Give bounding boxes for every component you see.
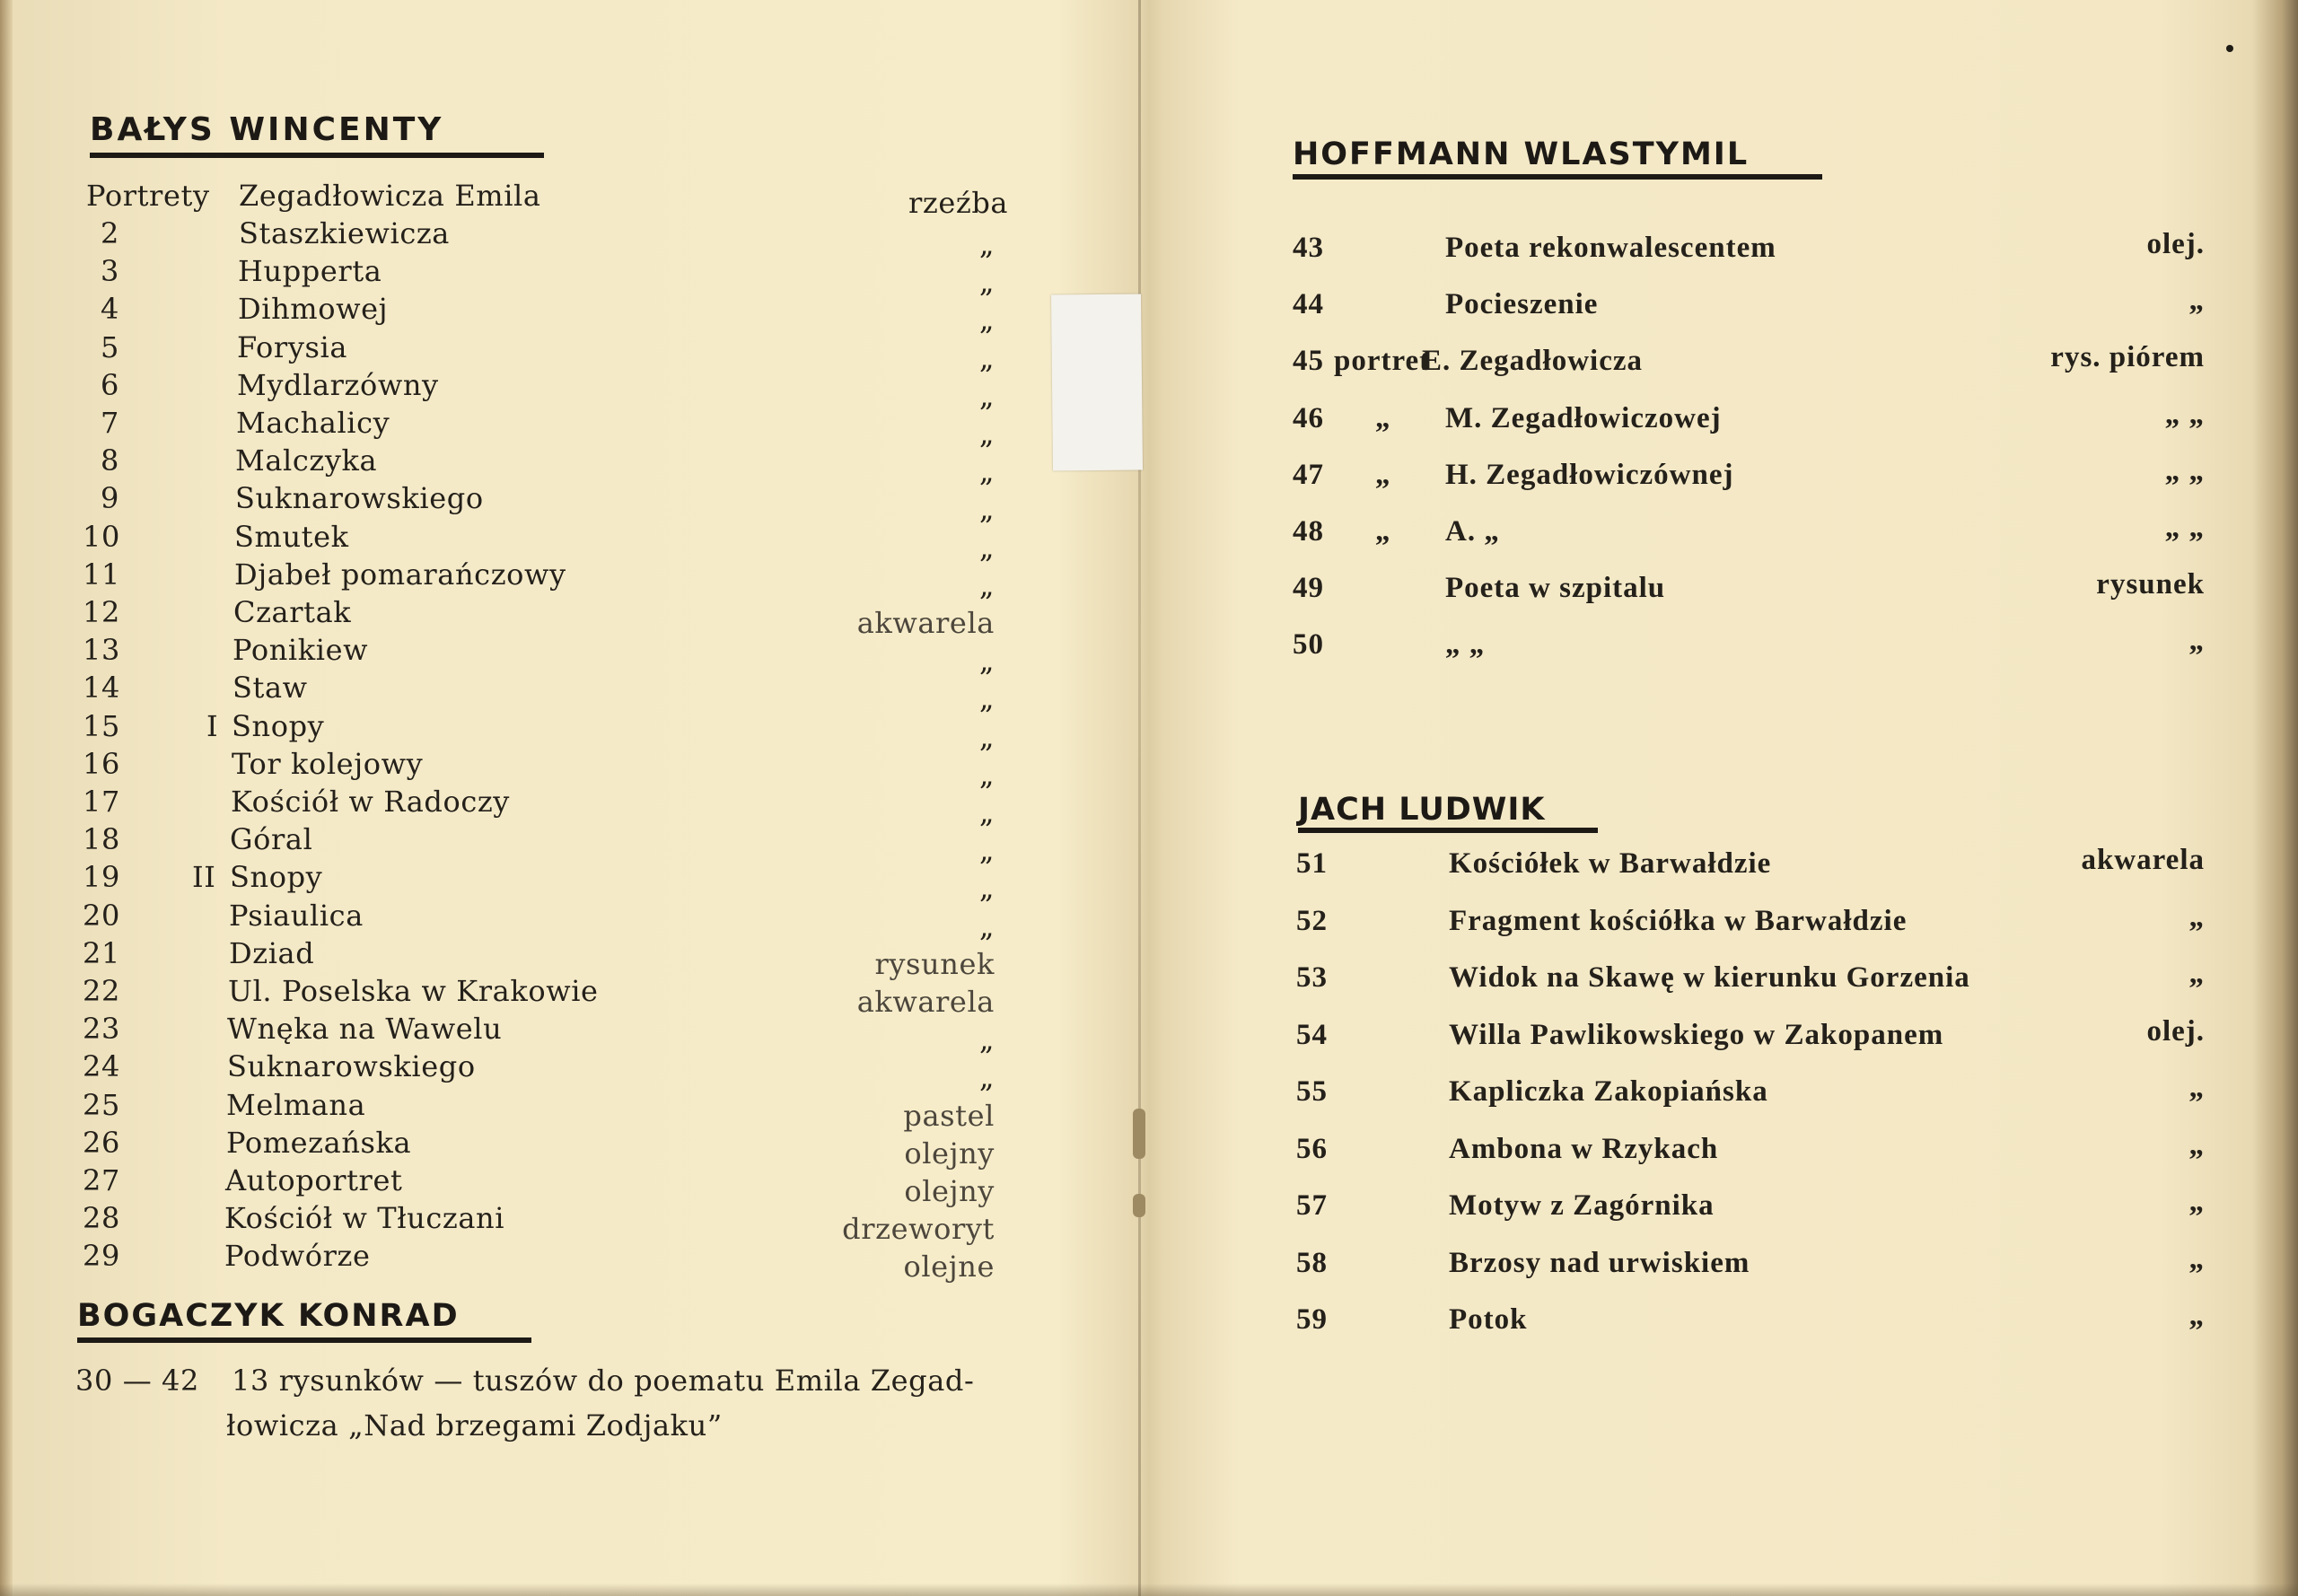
row-medium: „	[978, 758, 995, 792]
row-number: Portrety	[86, 179, 210, 213]
row-title: Ponikiew	[232, 633, 369, 667]
row-title: Staszkiewicza	[239, 216, 450, 250]
artist-name: JACH LUDWIK	[1298, 792, 1546, 828]
row-title: Podwórze	[224, 1239, 371, 1273]
row-title: Pocieszenie	[1445, 288, 1599, 320]
row-medium: akwarela	[856, 606, 995, 640]
row-number: 59	[1296, 1303, 1328, 1336]
row-medium: akwarela	[856, 985, 995, 1019]
row-title: Snopy	[230, 860, 323, 894]
row-medium: pastel	[903, 1099, 995, 1133]
row-title: Widok na Skawę w kierunku Gorzenia	[1449, 961, 1970, 994]
row-medium: „	[2188, 901, 2205, 934]
row-medium: „	[978, 795, 995, 829]
row-medium: „	[978, 720, 995, 754]
row-title: Melmana	[226, 1088, 366, 1122]
row-title: Mydlarzówny	[237, 368, 439, 402]
row-medium: olejny	[904, 1136, 995, 1171]
row-prefix: II	[192, 860, 216, 894]
row-number: 25	[83, 1088, 120, 1122]
row-medium: olejne	[903, 1250, 995, 1284]
ink-dot	[2226, 45, 2233, 52]
row-number: 22	[83, 974, 120, 1008]
row-number: 20	[83, 899, 120, 933]
row-number: 13	[83, 633, 120, 667]
row-number: 26	[83, 1126, 120, 1160]
row-medium: „	[978, 871, 995, 905]
row-prefix: „	[1375, 515, 1391, 548]
row-number: 49	[1293, 572, 1324, 604]
row-title: Kościół w Tłuczani	[224, 1201, 505, 1235]
row-title: Poeta rekonwalescentem	[1445, 232, 1776, 264]
row-medium: „	[978, 531, 995, 565]
row-medium: „	[2188, 625, 2205, 657]
row-medium: „	[2188, 1186, 2205, 1218]
row-medium: „ „	[2164, 512, 2205, 544]
row-prefix: „	[1375, 459, 1391, 491]
row-prefix: portret	[1334, 345, 1431, 377]
row-prefix: „	[1375, 402, 1391, 434]
row-title: Tor kolejowy	[232, 747, 424, 781]
binding-staple	[1133, 1109, 1145, 1159]
row-medium: „	[2188, 285, 2205, 317]
row-number: 3	[101, 254, 119, 288]
row-medium: olej.	[2146, 228, 2205, 260]
row-title: Suknarowskiego	[227, 1049, 476, 1083]
row-title: Potok	[1449, 1303, 1528, 1336]
row-number: 47	[1293, 459, 1324, 491]
row-number: 24	[83, 1049, 120, 1083]
row-number: 17	[83, 785, 120, 819]
row-title: Kościół w Radoczy	[231, 785, 510, 819]
paper-tape	[1051, 294, 1143, 470]
row-number: 46	[1293, 402, 1324, 434]
row-number: 6	[101, 368, 119, 402]
row-number: 28	[83, 1201, 120, 1235]
row-title: Ul. Poselska w Krakowie	[228, 974, 599, 1008]
row-title: Staw	[232, 671, 308, 705]
row-title: Poeta w szpitalu	[1445, 572, 1666, 604]
row-title: Willa Pawlikowskiego w Zakopanem	[1449, 1019, 1944, 1051]
row-number: 56	[1296, 1133, 1328, 1165]
row-title: A. „	[1445, 515, 1500, 548]
row-title: Pomezańska	[226, 1126, 412, 1160]
row-title: Ambona w Rzykach	[1449, 1133, 1719, 1165]
row-number: 10	[83, 520, 120, 554]
row-number: 12	[83, 595, 120, 629]
row-medium: „	[2188, 1243, 2205, 1276]
row-number: 29	[83, 1239, 120, 1273]
row-medium: rysunek	[2096, 568, 2205, 601]
row-medium: rysunek	[874, 947, 995, 981]
artist-heading	[1298, 792, 1546, 828]
heading-underline	[1298, 828, 1598, 833]
row-medium: „	[978, 492, 995, 526]
row-title: Smutek	[234, 520, 349, 554]
row-medium: „	[978, 341, 995, 375]
row-medium: rzeźba	[908, 186, 1009, 220]
row-number: 21	[83, 936, 120, 970]
artist-name: BOGACZYK KONRAD	[77, 1298, 460, 1334]
row-title: Motyw z Zagórnika	[1449, 1189, 1715, 1222]
row-title: 13 rysunków — tuszów do poematu Emila Zegad-	[232, 1364, 975, 1398]
row-number: 18	[83, 822, 120, 856]
artist-name: BAŁYS WINCENTY	[90, 111, 444, 148]
row-title: Autoportret	[225, 1163, 403, 1197]
row-medium: „	[2188, 1129, 2205, 1162]
row-title: Malczyka	[235, 443, 378, 478]
row-title: H. Zegadłowiczównej	[1445, 459, 1734, 491]
row-number: 54	[1296, 1019, 1328, 1051]
row-number: 15	[83, 709, 120, 743]
row-title: Kościółek w Barwałdzie	[1449, 847, 1772, 880]
artist-name: HOFFMANN WLASTYMIL	[1293, 136, 1750, 172]
row-title: Djabeł pomarańczowy	[234, 557, 566, 592]
row-title: Góral	[230, 822, 313, 856]
row-title: Machalicy	[236, 406, 390, 440]
row-medium: „	[978, 644, 995, 678]
row-medium: olej.	[2146, 1015, 2205, 1048]
row-number: 23	[83, 1012, 120, 1046]
row-medium: „	[2188, 1072, 2205, 1104]
row-medium: „	[2188, 1300, 2205, 1332]
row-medium: „	[978, 303, 995, 337]
row-number: 19	[83, 860, 120, 894]
row-number: 45	[1293, 345, 1324, 377]
row-medium: „	[978, 417, 995, 451]
row-medium: „	[978, 1060, 995, 1094]
row-number: 53	[1296, 961, 1328, 994]
row-title: M. Zegadłowiczowej	[1445, 402, 1722, 434]
row-title: Fragment kościółka w Barwałdzie	[1449, 905, 1908, 937]
row-title: Hupperta	[238, 254, 382, 288]
row-number: 44	[1293, 288, 1324, 320]
row-number: 57	[1296, 1189, 1328, 1222]
row-number: 2	[101, 216, 119, 250]
row-number: 30 — 42	[75, 1364, 199, 1398]
row-title: Snopy	[232, 709, 325, 743]
row-number: 51	[1296, 847, 1328, 880]
row-title: Wnęka na Wawelu	[227, 1012, 503, 1046]
row-medium: „	[978, 681, 995, 715]
heading-underline	[77, 1337, 531, 1343]
artist-heading	[77, 1298, 460, 1334]
row-medium: „	[2188, 958, 2205, 990]
row-number: 11	[83, 557, 120, 592]
row-number: 7	[101, 406, 119, 440]
row-number: 52	[1296, 905, 1328, 937]
row-number: 48	[1293, 515, 1324, 548]
heading-underline	[90, 153, 544, 158]
row-title: Dihmowej	[238, 292, 389, 326]
row-title: Psiaulica	[229, 899, 364, 933]
row-title: Brzosy nad urwiskiem	[1449, 1247, 1750, 1279]
row-number: 58	[1296, 1247, 1328, 1279]
row-medium: „	[978, 1022, 995, 1057]
row-number: 14	[83, 671, 120, 705]
row-medium: „	[978, 568, 995, 602]
row-number: 27	[83, 1163, 120, 1197]
row-medium: olejny	[904, 1174, 995, 1208]
row-number: 8	[101, 443, 119, 478]
row-title: E. Zegadłowicza	[1422, 345, 1643, 377]
row-medium: „	[978, 909, 995, 943]
row-medium: „	[978, 833, 995, 867]
row-medium: drzeworyt	[842, 1212, 995, 1246]
row-number: 43	[1293, 232, 1324, 264]
row-medium: „	[978, 454, 995, 488]
row-medium: „	[978, 265, 995, 299]
heading-underline	[1293, 174, 1822, 180]
book-gutter	[1138, 0, 1141, 1596]
row-number: 4	[101, 292, 119, 326]
row-title: Forysia	[237, 330, 348, 364]
row-number: 9	[101, 481, 119, 515]
row-title: Zegadłowicza Emila	[239, 179, 541, 213]
row-title: Kapliczka Zakopiańska	[1449, 1075, 1768, 1108]
row-title: „ „	[1445, 628, 1486, 661]
row-title: Czartak	[233, 595, 352, 629]
row-medium: „	[978, 379, 995, 413]
book-edge	[0, 0, 13, 1596]
artist-heading	[1293, 136, 1749, 172]
row-title: Dziad	[229, 936, 315, 970]
row-medium: „	[978, 227, 995, 261]
row-title: Suknarowskiego	[235, 481, 484, 515]
row-prefix: I	[206, 709, 219, 743]
row-medium: rys. piórem	[2050, 341, 2205, 373]
row-medium: akwarela	[2081, 844, 2205, 876]
row-number: 5	[101, 330, 119, 364]
row-medium: „ „	[2164, 399, 2205, 431]
row-title: łowicza „Nad brzegami Zodjaku”	[226, 1408, 723, 1443]
row-number: 16	[83, 747, 120, 781]
row-medium: „ „	[2164, 455, 2205, 487]
artist-heading	[90, 111, 443, 148]
row-number: 55	[1296, 1075, 1328, 1108]
row-number: 50	[1293, 628, 1324, 661]
binding-staple	[1133, 1194, 1145, 1217]
